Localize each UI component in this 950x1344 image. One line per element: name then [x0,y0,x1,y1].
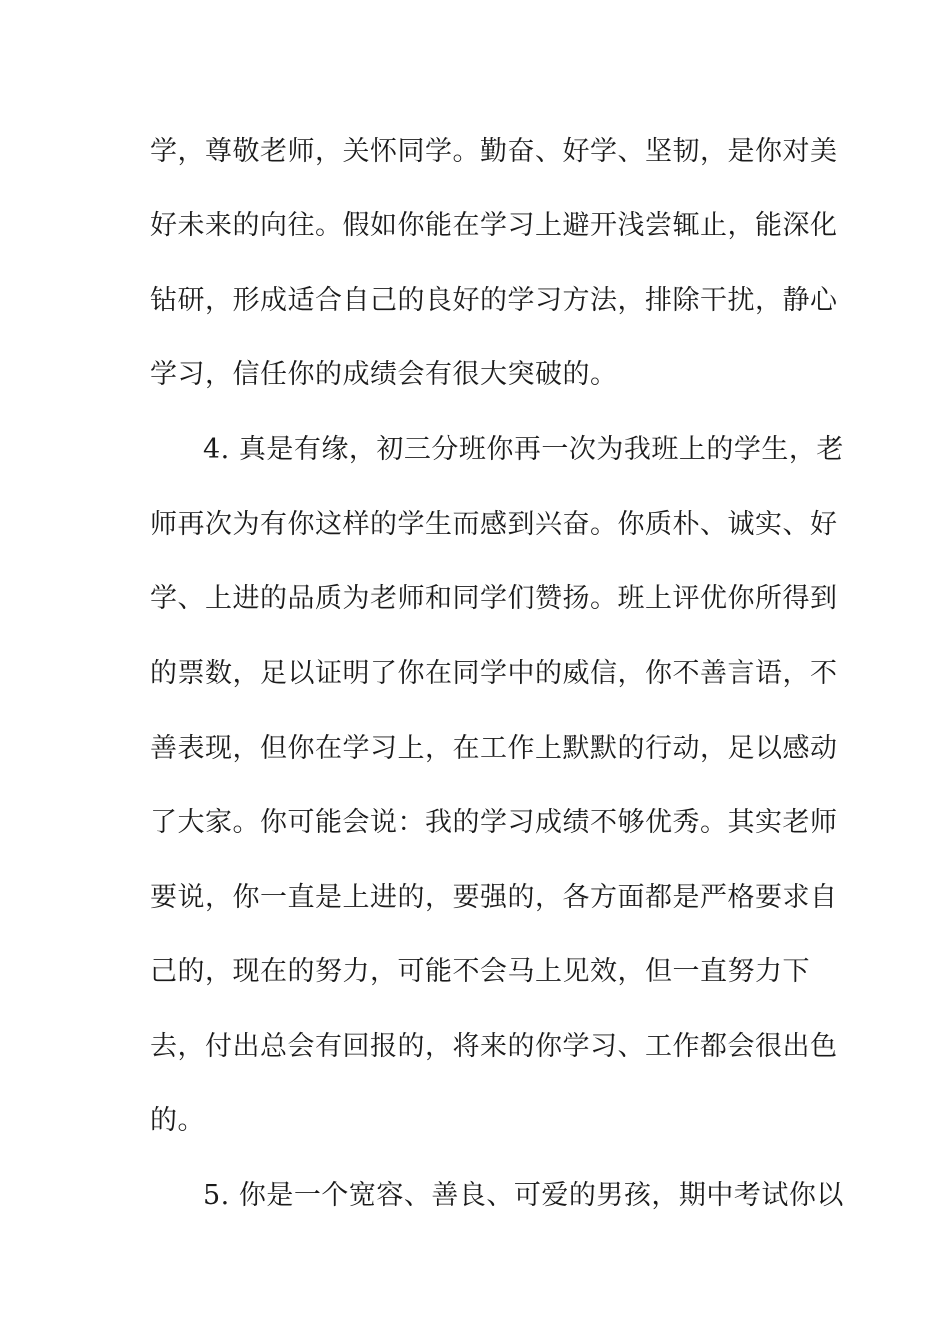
paragraph-5-start: 5. 你是一个宽容、善良、可爱的男孩，期中考试你以 [203,1180,844,1211]
text-line: 学、上进的品质为老师和同学们赞扬。班上评优你所得到 [150,583,838,614]
text-line: 的。 [150,1105,205,1136]
text-line: 己的，现在的努力，可能不会马上见效，但一直努力下 [150,956,810,987]
text-line: 学习，信任你的成绩会有很大突破的。 [150,359,618,390]
text-line: 善表现，但你在学习上，在工作上默默的行动，足以感动 [150,733,838,764]
text-line: 钻研，形成适合自己的良好的学习方法，排除干扰，静心 [150,285,838,316]
text-line: 去，付出总会有回报的，将来的你学习、工作都会很出色 [150,1031,838,1062]
text-line: 师再次为有你这样的学生而感到兴奋。你质朴、诚实、好 [150,509,838,540]
text-line: 学，尊敬老师，关怀同学。勤奋、好学、坚韧，是你对美 [150,136,838,167]
text-line: 要说，你一直是上进的，要强的，各方面都是严格要求自 [150,882,838,913]
text-line: 了大家。你可能会说：我的学习成绩不够优秀。其实老师 [150,807,838,838]
paragraph-4-start: 4. 真是有缘，初三分班你再一次为我班上的学生，老 [203,434,844,465]
text-line: 的票数，足以证明了你在同学中的威信，你不善言语，不 [150,658,838,689]
text-line: 好未来的向往。假如你能在学习上避开浅尝辄止，能深化 [150,210,838,241]
